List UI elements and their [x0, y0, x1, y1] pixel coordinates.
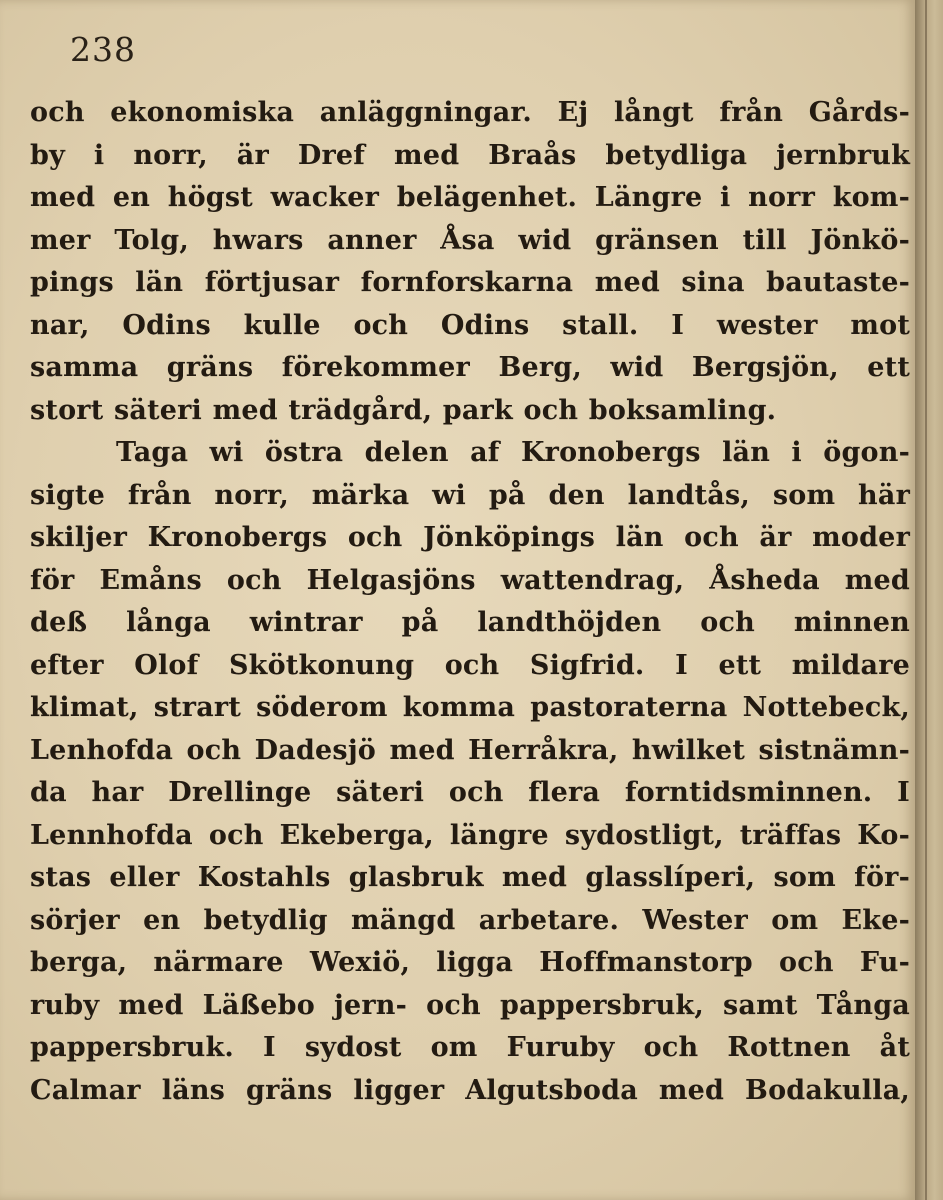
text-line: samma gräns förekommer Berg, wid Bergsjön, ett	[30, 352, 910, 383]
text-line: sörjer en betydlig mängd arbetare. Wester om Eke-	[30, 904, 910, 936]
text-line: för Emåns och Helgasjöns wattendrag, Åsheda med	[30, 564, 910, 596]
text-line: da har Drellinge säteri och flera forntidsminnen. I	[30, 777, 910, 808]
paragraph-first-line: Taga wi östra delen af Kronobergs län i ögon-	[116, 437, 910, 468]
text-line: by i norr, är Dref med Braås betydliga jernbruk	[30, 139, 910, 171]
text-line: efter Olof Skötkonung och Sigfrid. I ett mildare	[30, 649, 910, 681]
text-line: stort säteri med trädgård, park och boksamling.	[30, 394, 777, 426]
text-line: berga, närmare Wexiö, ligga Hoffmanstorp och Fu-	[30, 947, 910, 978]
page-number: 238	[70, 30, 136, 69]
text-line: stas eller Kostahls glasbruk med glasslíperi, som för-	[30, 862, 910, 893]
text-line: Lennhofda och Ekeberga, längre sydostligt, träffas Ko-	[30, 819, 910, 851]
text-line: ruby med Läßebo jern- och pappersbruk, samt Tånga	[30, 989, 910, 1021]
text-line: klimat, strart söderom komma pastoraterna Nottebeck,	[30, 692, 910, 723]
text-line: Calmar läns gräns ligger Algutsboda med Bodakulla,	[30, 1074, 910, 1106]
text-line: pings län förtjusar fornforskarna med sina bautaste-	[30, 267, 910, 298]
text-line: Lenhofda och Dadesjö med Herråkra, hwilket sistnämn-	[30, 734, 910, 766]
text-line: sigte från norr, märka wi på den landtås, som här	[30, 479, 910, 511]
body-text	[30, 92, 910, 1112]
text-line: med en högst wacker belägenhet. Längre i norr kom-	[30, 182, 910, 213]
text-line: mer Tolg, hwars anner Åsa wid gränsen till Jönkö-	[30, 224, 910, 256]
text-line: och ekonomiska anläggningar. Ej långt från Gårds-	[30, 97, 910, 128]
text-line: deß långa wintrar på landthöjden och minnen	[30, 607, 910, 638]
text-line: skiljer Kronobergs och Jönköpings län och är moder	[30, 522, 910, 553]
gutter-edge	[925, 0, 927, 1200]
book-gutter	[915, 0, 943, 1200]
text-line: nar, Odins kulle och Odins stall. I wester mot	[30, 309, 910, 341]
text-line: pappersbruk. I sydost om Furuby och Rottnen åt	[30, 1032, 910, 1063]
